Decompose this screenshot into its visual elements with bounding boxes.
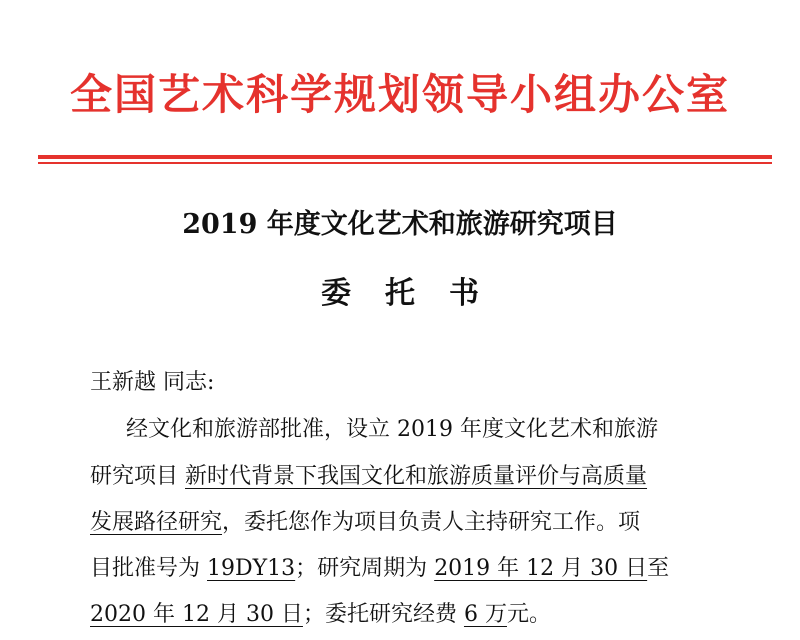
body-text: 目批准号为 bbox=[90, 556, 201, 581]
body-text: ，委托您作为项目负责人主持研究工作。项 bbox=[222, 510, 641, 535]
body-line-1 bbox=[126, 412, 658, 443]
approval-number: 19DY13 bbox=[207, 556, 296, 581]
red-divider-thick bbox=[38, 155, 772, 159]
body-text: ；委托研究经费 bbox=[302, 602, 457, 627]
body-text: 研究项目 bbox=[90, 464, 179, 489]
document-subtitle: 委托书 bbox=[321, 276, 513, 311]
period-start-date: 2019 年 12 月 30 日 bbox=[434, 556, 648, 581]
body-text: 经文化和旅游部批准，设立 2019 年度文化艺术和旅游 bbox=[126, 417, 658, 442]
red-divider-thin bbox=[38, 162, 772, 164]
body-line-2 bbox=[90, 459, 647, 490]
body-line-4 bbox=[90, 551, 669, 582]
body-line-5 bbox=[90, 597, 551, 628]
salutation: 王新越 同志: bbox=[90, 370, 215, 395]
body-text: ；研究周期为 bbox=[295, 556, 428, 581]
project-name-part-2: 发展路径研究 bbox=[90, 510, 223, 535]
body-text: 至 bbox=[647, 556, 670, 581]
period-end-date: 2020 年 12 月 30 日 bbox=[90, 602, 303, 627]
body-line-3 bbox=[90, 505, 640, 536]
funding-amount: 6 万 bbox=[463, 602, 507, 627]
body-text: 元。 bbox=[506, 602, 551, 627]
issuing-office-header: 全国艺术科学规划领导小组办公室 bbox=[69, 70, 730, 119]
project-name-part-1: 新时代背景下我国文化和旅游质量评价与高质量 bbox=[185, 464, 648, 489]
document-title: 2019 年度文化艺术和旅游研究项目 bbox=[182, 209, 618, 240]
